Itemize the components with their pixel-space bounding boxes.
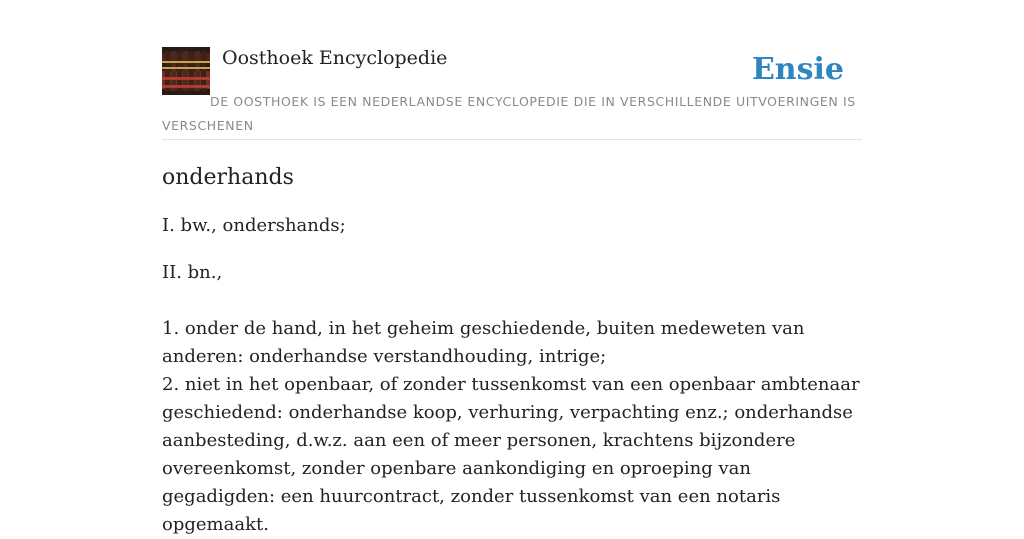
definition-item: 1. onder de hand, in het geheim geschiedende, buiten medeweten van anderen: onderhandse verstandhouding, intrige;	[162, 318, 805, 367]
brand-logo-link[interactable]: Ensie	[751, 52, 844, 87]
definition-part-2: II. bn.,	[162, 262, 223, 283]
site-title[interactable]: Oosthoek Encyclopedie	[222, 47, 448, 69]
site-header	[162, 46, 862, 140]
avatar[interactable]	[162, 47, 210, 95]
definition-list	[162, 315, 862, 539]
article	[162, 160, 862, 539]
encyclopedia-books-icon	[162, 47, 210, 95]
page-title: onderhands	[162, 165, 294, 190]
definition-part-1: I. bw., ondershands;	[162, 215, 346, 236]
definition-item: 2. niet in het openbaar, of zonder tussenkomst van een openbaar ambtenaar geschiedend: onderhandse koop, verhuring, verpachting enz.; onderhandse aanbesteding, d.w.z. aan een of meer personen, krachtens bijzondere overeenkomst, zonder openbare aankondiging en oproeping van gegadigden: een huurcontract, zonder tussenkomst van een notaris opgemaakt.	[162, 374, 860, 535]
site-tagline: DE OOSTHOEK IS EEN NEDERLANDSE ENCYCLOPEDIE DIE IN VERSCHILLENDE UITVOERINGEN IS VERSCHENEN	[162, 94, 856, 133]
